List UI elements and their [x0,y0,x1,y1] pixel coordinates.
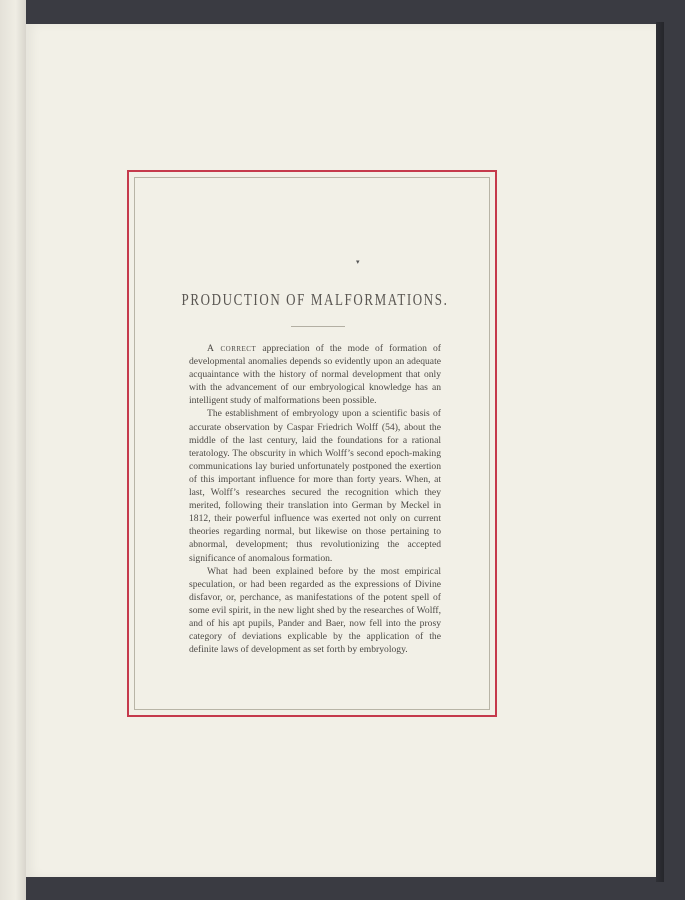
paragraph [189,565,441,657]
paragraph [189,342,441,407]
page-edge-shadow [656,22,664,882]
paragraph [189,407,441,564]
paragraph-lead: A correct [207,343,257,354]
page-title: PRODUCTION OF MALFORMATIONS. [181,289,449,310]
paragraph-text: appreciation of the mode of formation of developmental anomalies depends so evidently upon an adequate acquaintance with the history of normal development that only with the advancement of our embryological knowledge has an intelligent study of malformations been possible. [189,343,441,407]
ornament-mark: ▾ [356,258,360,266]
title-divider [291,326,345,327]
paragraph-text: The establishment of embryology upon a scientific basis of accurate observation by Caspar Friedrich Wolff (54), about the middle of the last century, laid the foundations for a rational teratology. The obscurity in which Wolff’s second epoch-making communications lay buried unfortunately postponed the exertion of this important influence for more than forty years. When, at last, Wolff’s researches secured the recognition which they merited, following their translation into German by Meckel in 1812, their powerful influence was exerted not only on current theories regarding normal, but likewise on those pertaining to abnormal, development; thus revolutionizing the accepted significance of anomalous formation. [189,408,441,564]
paragraph-text: What had been explained before by the most empirical speculation, or had been regarded as the expressions of Divine disfavor, or, perchance, as manifestations of the potent spell of some evil spirit, in the new light shed by the researches of Wolff, and of his apt pupils, Pander and Baer, now fell into the prosy category of deviations explicable by the application of the definite laws of development as set forth by embryology. [189,565,441,656]
facing-page-edge [0,0,26,900]
body-text [189,342,441,656]
